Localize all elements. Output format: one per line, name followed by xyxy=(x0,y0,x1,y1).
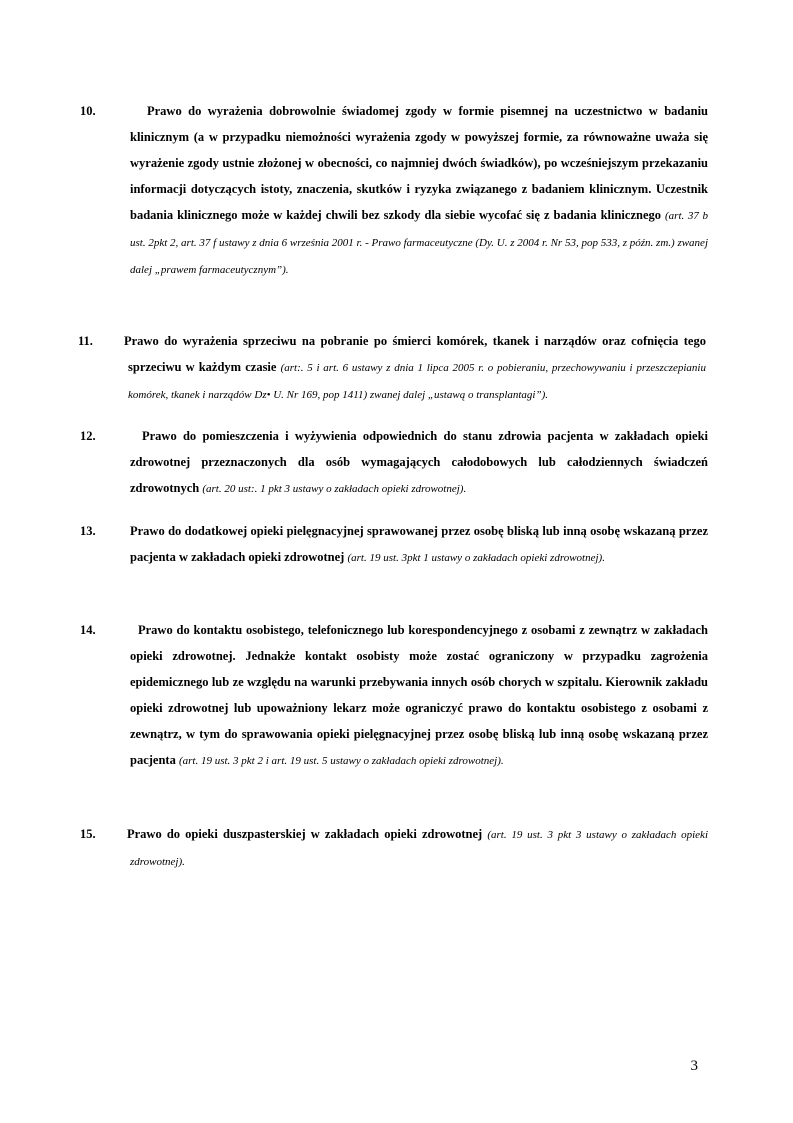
list-item-10 xyxy=(80,98,708,283)
item-citation: (art. 37 b ust. 2pkt 2, art. 37 f ustawy z dnia 6 września 2001 r. - Prawo farmaceutyczne (Dy. U. z 2004 r. Nr 53, pop 533, z późn. zm.) zwanej dalej „prawem farmaceutycznym”). xyxy=(130,210,708,276)
item-text: Prawo do dodatkowej opieki pielęgnacyjnej sprawowanej przez osobę bliską lub inną osobę wskazaną przez pacjenta w zakładach opieki zdrowotnej xyxy=(130,524,708,564)
list-item-15 xyxy=(80,821,708,875)
item-number: 12. xyxy=(80,429,96,443)
item-number: 14. xyxy=(80,623,96,637)
item-citation: (art. 20 ust:. 1 pkt 3 ustawy o zakładach opieki zdrowotnej). xyxy=(202,483,467,495)
list-item-12 xyxy=(80,423,708,502)
item-text: Prawo do wyrażenia dobrowolnie świadomej zgody w formie pisemnej na uczestnictwo w badaniu klinicznym (a w przypadku niemożności wyrażenia zgody w powyższej formie, za równoważne uważa się wyrażenie zgody ustnie złożonej w obecności, co najmniej dwóch świadków), po wcześniejszym przekazaniu informacji dotyczących istoty, znaczenia, skutków i ryzyka związanego z badaniem klinicznym. Uczestnik badania klinicznego może w każdej chwili bez szkody dla siebie wycofać się z badania klinicznego xyxy=(130,104,708,222)
list-item-11 xyxy=(78,328,706,408)
item-citation: (art. 19 ust. 3 pkt 2 i art. 19 ust. 5 ustawy o zakładach opieki zdrowotnej). xyxy=(178,755,504,767)
page-number: 3 xyxy=(690,1058,698,1074)
list-item-13 xyxy=(80,518,708,571)
item-number: 10. xyxy=(80,104,96,118)
item-number: 11. xyxy=(78,334,93,348)
item-text: Prawo do pomieszczenia i wyżywienia odpowiednich do stanu zdrowia pacjenta w zakładach opieki zdrowotnej przeznaczonych dla osób wymagających całodobowych lub całodziennych świadczeń zdrowotnych xyxy=(130,429,708,495)
list-item-14 xyxy=(80,617,708,774)
item-number: 15. xyxy=(80,827,96,841)
item-text: Prawo do opieki duszpasterskiej w zakładach opieki zdrowotnej xyxy=(127,827,483,841)
item-number: 13. xyxy=(80,524,96,538)
item-citation: (art. 19 ust. 3 pkt 3 ustawy o zakładach opieki zdrowotnej). xyxy=(130,829,708,868)
item-citation: (art. 19 ust. 3pkt 1 ustawy o zakładach opieki zdrowotnej). xyxy=(347,552,605,564)
item-text: Prawo do kontaktu osobistego, telefonicznego lub korespondencyjnego z osobami z zewnątrz w zakładach opieki zdrowotnej. Jednakże kontakt osobisty może zostać ograniczony w przypadku zagrożenia epidemicznego lub ze względu na warunki przebywania innych osób chorych w szpitalu. Kierownik zakładu opieki zdrowotnej lub upoważniony lekarz może ograniczyć prawo do kontaktu osobistego z osobami z zewnątrz, w tym do sprawowania opieki pielęgnacyjnej przez osobę bliską lub inną osobę wskazaną przez pacjenta xyxy=(130,623,708,767)
item-citation: (art:. 5 i art. 6 ustawy z dnia 1 lipca 2005 r. o pobieraniu, przechowywaniu i przeszczepianiu komórek, tkanek i narządów Dz• U. Nr 169, pop 1411) zwanej dalej „ustawą o transplantagi”). xyxy=(128,362,706,401)
item-text: Prawo do wyrażenia sprzeciwu na pobranie po śmierci komórek, tkanek i narządów oraz cofnięcia tego sprzeciwu w każdym czasie xyxy=(124,334,706,374)
